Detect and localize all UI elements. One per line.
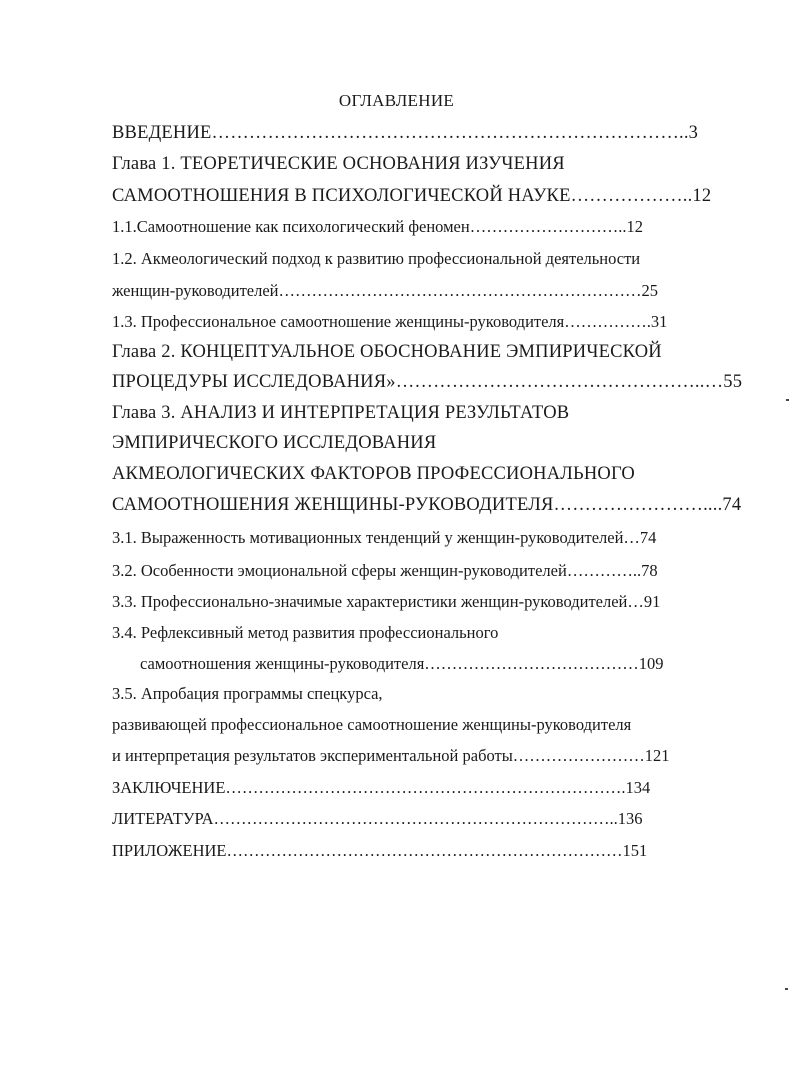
toc-entry-3-4: 3.4. Рефлексивный метод развития профессионального (112, 623, 499, 642)
scan-speck (786, 399, 789, 401)
toc-entry-3-5-line-2: развивающей профессиональное самоотношение женщины-руководителя (112, 715, 632, 734)
toc-entry-chapter-3: Глава 3. АНАЛИЗ И ИНТЕРПРЕТАЦИЯ РЕЗУЛЬТАТОВ (112, 403, 570, 423)
toc-entry-1-3: 1.3. Профессиональное самоотношение женщины-руководителя…………….31 (112, 312, 668, 331)
toc-entry-3-1: 3.1. Выраженность мотивационных тенденций у женщин-руководителей…74 (112, 528, 657, 547)
toc-entry-appendix: ПРИЛОЖЕНИЕ………………………………………………………………151 (112, 841, 648, 860)
toc-entry-chapter-2: Глава 2. КОНЦЕПТУАЛЬНОЕ ОБОСНОВАНИЕ ЭМПИРИЧЕСКОЙ (112, 342, 662, 362)
toc-entry-3-3: 3.3. Профессионально-значимые характеристики женщин-руководителей…91 (112, 592, 661, 611)
toc-entry-literature: ЛИТЕРАТУРА………………………………………………………………..136 (112, 809, 643, 828)
toc-entry-chapter-3-line-3: АКМЕОЛОГИЧЕСКИХ ФАКТОРОВ ПРОФЕССИОНАЛЬНОГО (112, 464, 635, 484)
toc-entry-conclusion: ЗАКЛЮЧЕНИЕ……………………………………………………………….134 (112, 778, 651, 797)
toc-entry-chapter-2-cont: ПРОЦЕДУРЫ ИССЛЕДОВАНИЯ»…………………………………………..…55 (112, 372, 743, 392)
toc-title: ОГЛАВЛЕНИЕ (338, 91, 455, 110)
toc-entry-1-2-cont: женщин-руководителей…………………………………………………………25 (112, 281, 659, 300)
toc-entry-chapter-1-cont: САМООТНОШЕНИЯ В ПСИХОЛОГИЧЕСКОЙ НАУКЕ………………..12 (112, 186, 712, 206)
toc-entry-3-5-line-3: и интерпретация результатов экспериментальной работы……………………121 (112, 746, 670, 765)
toc-entry-1-2: 1.2. Акмеологический подход к развитию профессиональной деятельности (112, 249, 641, 268)
toc-entry-1-1: 1.1.Самоотношение как психологический феномен………………………..12 (112, 217, 643, 236)
toc-entry-3-5: 3.5. Апробация программы спецкурса, (112, 684, 383, 703)
toc-entry-chapter-1: Глава 1. ТЕОРЕТИЧЕСКИЕ ОСНОВАНИЯ ИЗУЧЕНИЯ (112, 154, 565, 174)
toc-entry-chapter-3-line-4: САМООТНОШЕНИЯ ЖЕНЩИНЫ-РУКОВОДИТЕЛЯ……………………....74 (112, 495, 742, 515)
toc-entry-introduction: ВВЕДЕНИЕ…………………………………………………………………..3 (112, 123, 699, 143)
scan-speck (785, 988, 788, 990)
toc-entry-chapter-3-line-2: ЭМПИРИЧЕСКОГО ИССЛЕДОВАНИЯ (112, 433, 437, 453)
toc-entry-3-4-cont: самоотношения женщины-руководителя…………………………………109 (140, 654, 664, 673)
toc-entry-3-2: 3.2. Особенности эмоциональной сферы женщин-руководителей…………..78 (112, 561, 658, 580)
